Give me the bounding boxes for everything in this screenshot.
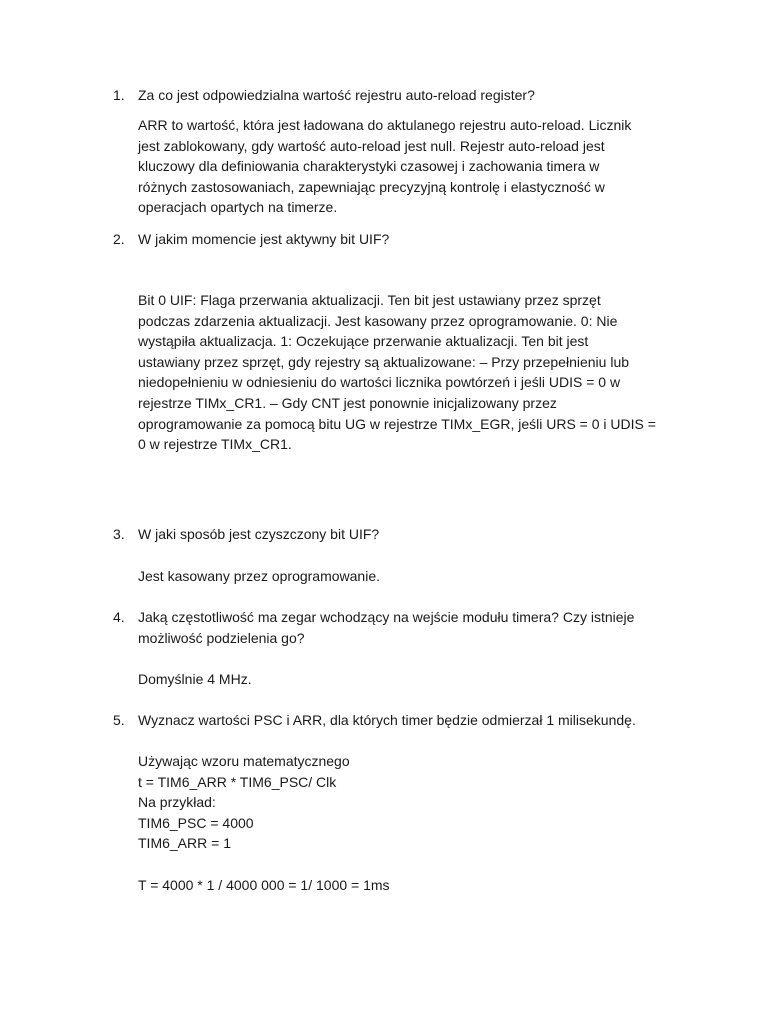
question-text: Wyznacz wartości PSC i ARR, dla których timer będzie odmierzał 1 milisekundę.	[138, 712, 636, 728]
question-line: możliwość podzielenia go?	[138, 629, 305, 646]
answer-line: TIM6_ARR = 1	[138, 835, 231, 852]
answer-line: rejestrze TIMx_CR1. – Gdy CNT jest ponownie inicjalizowany przez	[138, 394, 557, 411]
answer-block-3	[138, 566, 678, 587]
answer-line: operacjach opartych na timerze.	[138, 199, 338, 216]
answer-line: ustawiany przez sprzęt, gdy rejestry są aktualizowane: – Przy przepełnieniu lub	[138, 353, 630, 370]
question-number: 1.	[113, 87, 125, 103]
answer-line: Na przykład:	[138, 794, 216, 811]
answer-line: TIM6_PSC = 4000	[138, 814, 254, 831]
answer-block-4	[138, 669, 678, 690]
answer-line: ARR to wartość, która jest ładowana do aktulanego rejestru auto-reload. Licznik	[138, 117, 632, 133]
answer-line: Domyślnie 4 MHz.	[138, 671, 252, 687]
result-line-5	[138, 875, 678, 896]
answer-line: oprogramowanie za pomocą bitu UG w rejestrze TIMx_EGR, jeśli URS = 0 i UDIS =	[138, 415, 656, 432]
answer-block-1	[138, 115, 678, 218]
question-text: W jaki sposób jest czyszczony bit UIF?	[138, 526, 380, 542]
answer-line: Używając wzoru matematycznego	[138, 753, 350, 769]
answer-block-2	[138, 290, 678, 455]
answer-block-5	[138, 751, 678, 854]
answer-line: Bit 0 UIF: Flaga przerwania aktualizacji. Ten bit jest ustawiany przez sprzęt	[138, 292, 601, 308]
question-text: W jakim momencie jest aktywny bit UIF?	[138, 231, 390, 247]
answer-line: kluczowy dla definiowania charakterystyki czasowej i zachowania timera w	[138, 158, 600, 175]
formula-line: t = TIM6_ARR * TIM6_PSC/ Clk	[138, 773, 337, 790]
result-text: T = 4000 * 1 / 4000 000 = 1/ 1000 = 1ms	[138, 877, 390, 893]
question-text: Za co jest odpowiedzialna wartość rejestru auto-reload register?	[138, 87, 535, 103]
question-text	[138, 607, 678, 648]
question-line: Jaką częstotliwość ma zegar wchodzący na wejście modułu timera? Czy istnieje	[138, 609, 635, 625]
answer-line: Jest kasowany przez oprogramowanie.	[138, 568, 381, 584]
question-number: 4.	[113, 609, 125, 625]
answer-line: różnych zastosowaniach, zapewniając precyzyjną kontrolę i elastyczność w	[138, 178, 605, 195]
answer-line: podczas zdarzenia aktualizacji. Jest kasowany przez oprogramowanie. 0: Nie	[138, 312, 618, 329]
answer-line: 0 w rejestrze TIMx_CR1.	[138, 436, 292, 453]
answer-line: niedopełnieniu w odniesieniu do wartości licznika powtórzeń i jeśli UDIS = 0 w	[138, 374, 621, 391]
answer-line: jest zablokowany, gdy wartość auto-reload jest null. Rejestr auto-reload jest	[138, 137, 605, 154]
question-number: 3.	[113, 526, 125, 542]
question-number: 2.	[113, 231, 125, 247]
question-number: 5.	[113, 712, 125, 728]
answer-line: wystąpiła aktualizacja. 1: Oczekujące przerwanie aktualizacji. Ten bit jest	[138, 333, 589, 350]
